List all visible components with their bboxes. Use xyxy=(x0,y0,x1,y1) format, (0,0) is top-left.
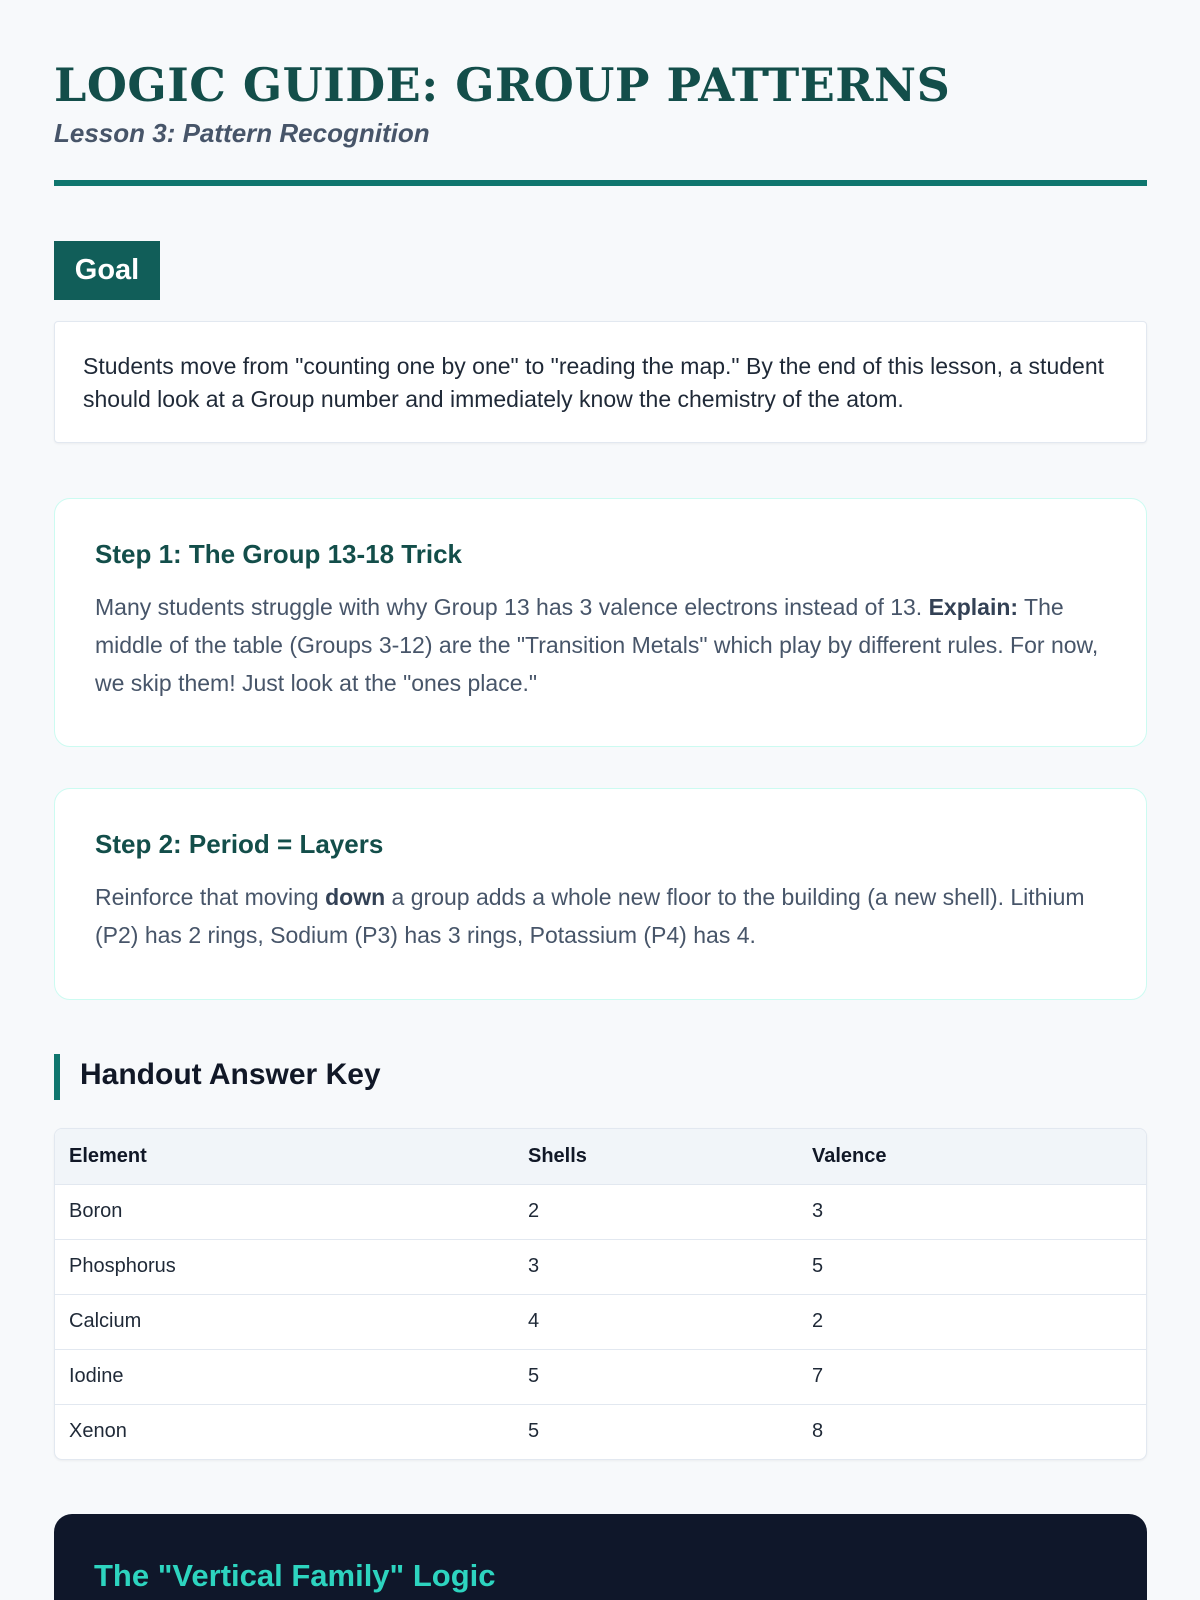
goal-label: Goal xyxy=(54,241,160,300)
step-body xyxy=(95,588,1106,702)
step-emphasis: down xyxy=(325,884,386,910)
valence-cell: 3 xyxy=(798,1184,1146,1239)
step-title: Step 1: The Group 13-18 Trick xyxy=(95,539,462,569)
step-text: The middle of the table (Groups 3-12) are the "Transition Metals" which play by different rules. For now, we skip them! Just look at the "ones place." xyxy=(95,594,1099,696)
step-emphasis: Explain: xyxy=(928,594,1019,620)
valence-cell: 5 xyxy=(798,1239,1146,1294)
step-text: a group adds a whole new floor to the building (a new shell). Lithium (P2) has 2 rings, Sodium (P3) has 3 rings, Potassium (P4) has 4. xyxy=(95,884,1085,948)
table-row xyxy=(55,1239,1146,1294)
valence-cell: 7 xyxy=(798,1349,1146,1404)
step-body xyxy=(95,878,1106,954)
shells-cell: 5 xyxy=(514,1349,798,1404)
element-cell: Boron xyxy=(55,1184,514,1239)
header-divider xyxy=(54,180,1147,186)
table-row xyxy=(55,1294,1146,1349)
goal-text: Students move from "counting one by one" to "reading the map." By the end of this lesson, a student should look at a Group number and immediately know the chemistry of the atom. xyxy=(54,321,1147,443)
step-text: Many students struggle with why Group 13 has 3 valence electrons instead of 13. xyxy=(95,594,929,620)
table-row xyxy=(55,1404,1146,1459)
column-header: Valence xyxy=(798,1129,1146,1184)
element-cell: Phosphorus xyxy=(55,1239,514,1294)
page-title: LOGIC GUIDE: GROUP PATTERNS xyxy=(54,58,951,112)
vertical-family-card xyxy=(54,1514,1147,1600)
table-row xyxy=(55,1184,1146,1239)
element-cell: Xenon xyxy=(69,1420,127,1443)
valence-cell: 2 xyxy=(798,1294,1146,1349)
element-cell: Iodine xyxy=(55,1349,514,1404)
column-header: Element xyxy=(55,1129,514,1184)
column-header: Shells xyxy=(514,1129,798,1184)
shells-cell: 5 xyxy=(528,1420,540,1443)
section-accent-bar xyxy=(54,1054,60,1100)
step-card-2 xyxy=(54,788,1147,1000)
answer-key-title: Handout Answer Key xyxy=(80,1058,381,1091)
table-row xyxy=(55,1349,1146,1404)
table-header-row xyxy=(55,1129,1146,1184)
step-text: Reinforce that moving xyxy=(95,884,326,910)
answer-key-table xyxy=(54,1128,1147,1460)
page-subtitle: Lesson 3: Pattern Recognition xyxy=(54,118,430,148)
step-title: Step 2: Period = Layers xyxy=(95,829,384,859)
vertical-family-title: The "Vertical Family" Logic xyxy=(94,1558,496,1593)
element-cell: Calcium xyxy=(55,1294,514,1349)
shells-cell: 3 xyxy=(514,1239,798,1294)
step-card-1 xyxy=(54,498,1147,747)
shells-cell: 4 xyxy=(514,1294,798,1349)
valence-cell: 8 xyxy=(812,1420,824,1443)
shells-cell: 2 xyxy=(514,1184,798,1239)
